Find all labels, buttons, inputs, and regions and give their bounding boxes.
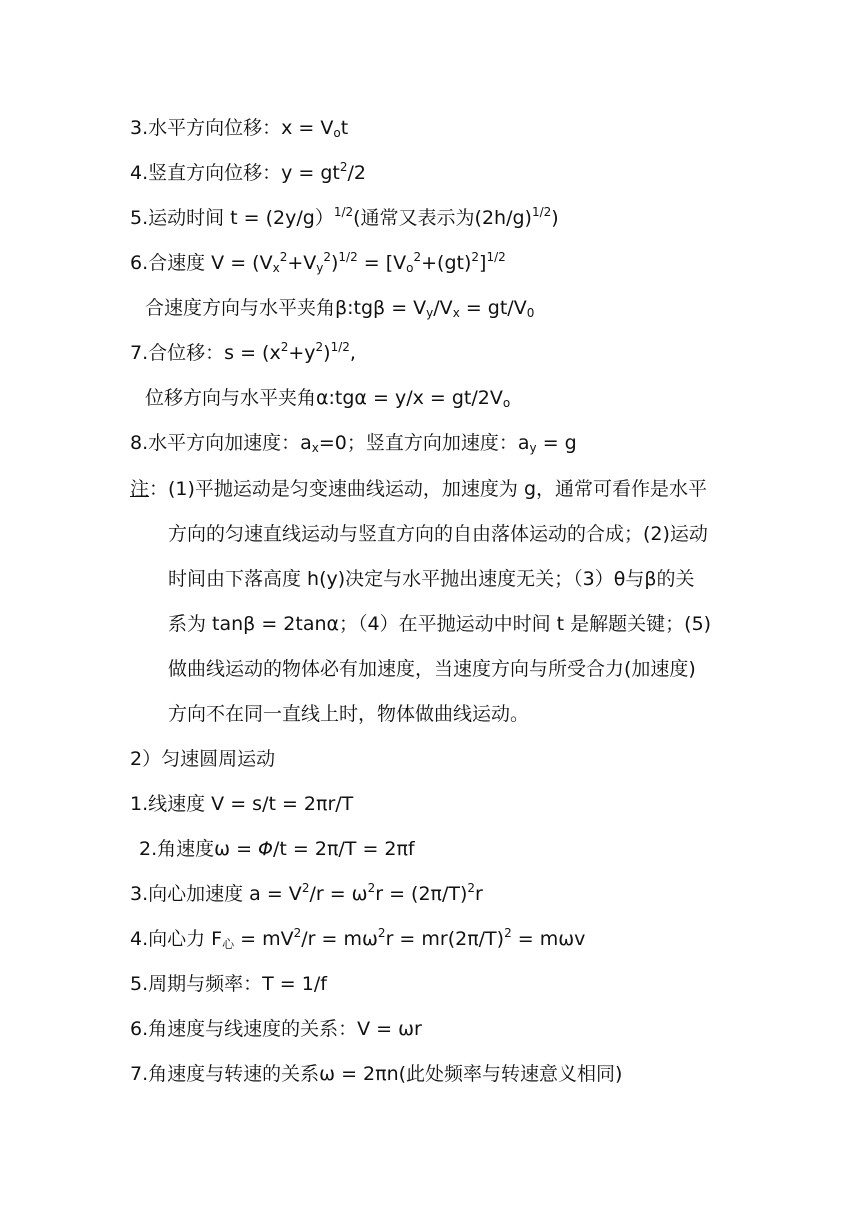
superscript: 1/2 — [486, 250, 506, 264]
text: 3.水平方向位移：x = V — [130, 117, 334, 139]
text: /r = mω — [301, 928, 378, 950]
formula-accelerations — [130, 430, 577, 456]
superscript: 2 — [377, 926, 386, 940]
subscript: y — [316, 261, 324, 275]
text: ) — [551, 207, 559, 229]
superscript: 2 — [471, 250, 480, 264]
text: , — [349, 342, 356, 364]
subscript: x — [272, 261, 280, 275]
subscript: 0 — [526, 306, 535, 320]
superscript: 1/2 — [338, 250, 358, 264]
text: = gt/V — [459, 297, 527, 319]
formula-angular-rotation-relation: 7.角速度与转速的关系ω = 2πn(此处频率与转速意义相同) — [130, 1063, 623, 1085]
text: r = mr(2π/T) — [385, 928, 505, 950]
formula-resultant-displacement — [130, 340, 356, 366]
note-line: 系为 tanβ = 2tanα；（4）在平抛运动中时间 t 是解题关键；(5) — [168, 613, 712, 635]
superscript: 2 — [323, 250, 331, 264]
text: =0；竖直方向加速度：a — [318, 432, 530, 454]
section-heading: 2）匀速圆周运动 — [130, 748, 276, 770]
subscript: o — [333, 126, 341, 140]
note-text: ：(1)平抛运动是匀变速曲线运动，加速度为 g，通常可看作是水平 — [149, 478, 708, 500]
superscript: 2 — [504, 926, 512, 940]
formula-resultant-velocity — [130, 250, 506, 276]
superscript: 2 — [280, 340, 289, 354]
subscript: x — [452, 306, 460, 320]
subscript: 心 — [222, 937, 235, 951]
text: (通常又表示为(2h/g) — [353, 207, 532, 229]
text: 3.向心加速度 a = V — [130, 883, 302, 905]
superscript: 2 — [413, 250, 422, 264]
subscript: o — [406, 261, 414, 275]
text: /V — [433, 297, 453, 319]
text: Φ — [258, 838, 274, 860]
superscript: 2 — [339, 160, 348, 174]
text: = mωv — [511, 928, 586, 950]
formula-centripetal-acceleration — [130, 881, 483, 907]
subscript: y — [529, 441, 537, 455]
text: +(gt) — [421, 252, 472, 274]
text: ) — [331, 252, 339, 274]
formula-centripetal-force — [130, 926, 585, 952]
superscript: 1/2 — [531, 205, 552, 219]
note-line: 方向的匀速直线运动与竖直方向的自由落体运动的合成；(2)运动 — [168, 523, 708, 545]
subscript: x — [311, 441, 319, 455]
text: 2.角速度ω = — [139, 838, 259, 860]
text: 5.运动时间 t = (2y/g） — [130, 207, 334, 229]
superscript: 2 — [293, 926, 302, 940]
text: 4.竖直方向位移：y = gt — [130, 162, 340, 184]
text: 7.合位移：s = (x — [130, 342, 281, 364]
text: r — [475, 883, 483, 905]
formula-displacement-angle — [145, 385, 510, 411]
superscript: 1/2 — [333, 205, 354, 219]
text: = [V — [357, 252, 407, 274]
superscript: 1/2 — [330, 340, 350, 354]
text: +y — [288, 342, 316, 364]
text: ) — [323, 342, 331, 364]
subscript: y — [426, 306, 434, 320]
note-first-line — [130, 476, 707, 502]
text: 合速度方向与水平夹角β:tgβ = V — [145, 297, 427, 319]
text: 位移方向与水平夹角α:tgα = y/x = gt/2V — [145, 387, 503, 409]
text: 6.合速度 V = (V — [130, 252, 273, 274]
formula-horizontal-displacement — [130, 115, 348, 141]
text: 8.水平方向加速度：a — [130, 432, 312, 454]
text: +V — [287, 252, 317, 274]
text: = mV — [234, 928, 294, 950]
formula-angular-linear-relation: 6.角速度与线速度的关系：V = ωr — [130, 1018, 422, 1040]
formula-period-frequency: 5.周期与频率：T = 1/f — [130, 973, 327, 995]
text: = g — [536, 432, 577, 454]
superscript: 2 — [467, 881, 476, 895]
formula-motion-time — [130, 205, 559, 231]
note-line: 方向不在同一直线上时，物体做曲线运动。 — [168, 703, 530, 725]
note-label: 注 — [130, 478, 150, 500]
subscript: o — [502, 396, 511, 410]
superscript: 2 — [279, 250, 288, 264]
formula-vertical-displacement — [130, 160, 366, 186]
text: /t = 2π/T = 2πf — [273, 838, 415, 860]
note-line: 时间由下落高度 h(y)决定与水平抛出速度无关；（3）θ与β的关 — [168, 568, 695, 590]
text: r = (2π/T) — [375, 883, 468, 905]
formula-angular-velocity — [139, 836, 415, 862]
text: 4.向心力 F — [130, 928, 223, 950]
text: t — [340, 117, 349, 139]
note-line: 做曲线运动的物体必有加速度，当速度方向与所受合力(加速度) — [168, 658, 696, 680]
text: ] — [479, 252, 487, 274]
superscript: 2 — [301, 881, 310, 895]
formula-velocity-angle — [145, 295, 534, 321]
text: /2 — [347, 162, 367, 184]
text: /r = ω — [309, 883, 368, 905]
superscript: 2 — [367, 881, 376, 895]
superscript: 2 — [315, 340, 324, 354]
formula-linear-velocity: 1.线速度 V = s/t = 2πr/T — [130, 793, 354, 815]
